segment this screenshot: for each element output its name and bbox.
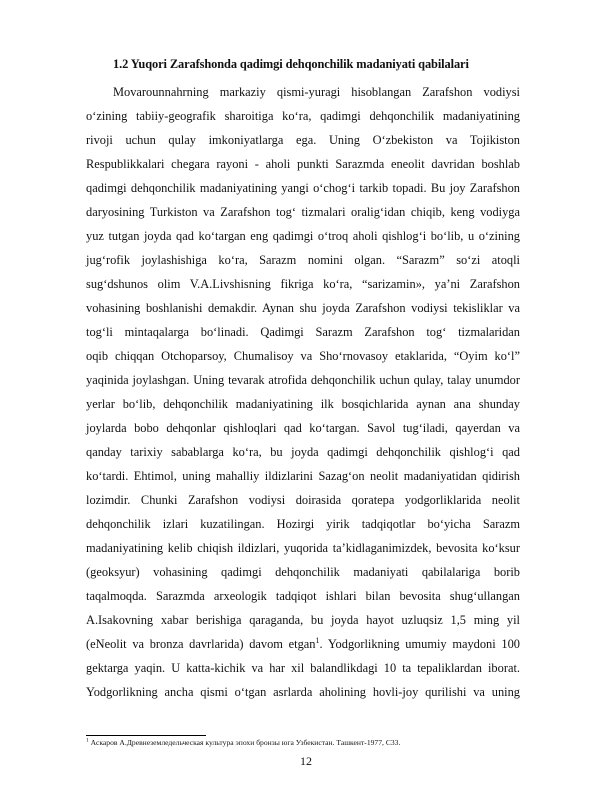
text-line: joylarda bobo dehqonlar qishloqlari qad ko‘targan. Savol tug‘iladi, qayerdan va <box>86 421 520 435</box>
text-line: oqib chiqqan Otchoparsoy, Chumalisoy va Sho‘rnovasoy etaklarida, “Oyim ko‘l” <box>86 349 520 363</box>
text-line: qadimgi dehqonchilik madaniyatining yangi o‘chog‘i tarkib topadi. Bu joy Zarafshon <box>86 181 520 195</box>
footnote-text: Аскаров А.Древнеземледельческая культура эпохи бронзы юга Узбекистан. Ташкент-1977, С33. <box>90 738 401 747</box>
text-line: ko‘tardi. Ehtimol, uning mahalliy ildizlarini Sazag‘on neolit madaniyatidan qidirish <box>86 469 520 483</box>
text-line: madaniyatining kelib chiqish ildizlari, yuqorida ta’kidlaganimizdek, bevosita ko‘ksur <box>86 541 520 555</box>
text-line: Respublikkalari chegara rayoni - aholi punkti Sarazmda eneolit davridan boshlab <box>86 157 520 171</box>
text-line: dehqonchilik izlari kuzatilingan. Hozirgi yirik tadqiqotlar bo‘yicha Sarazm <box>86 517 520 531</box>
text-line: taqalmoqda. Sarazmda arxeologik tadqiqot ishlari bilan bevosita shug‘ullangan <box>86 589 520 603</box>
text-line: rivoji uchun qulay imkoniyatlarga ega. Uning O‘zbekiston va Tojikiston <box>86 133 520 147</box>
text-line: (geoksyur) vohasining qadimgi dehqonchilik madaniyati qabilalariga borib <box>86 565 520 579</box>
footnote-marker: 1 <box>86 737 89 744</box>
text-line: yuz tutgan joyda qad ko‘targan eng qadimgi o‘troq aholi qishlog‘i bo‘lib, u o‘zining <box>86 229 520 243</box>
text-line: gektarga yaqin. U katta-kichik va har xil balandlikdagi 10 ta tepaliklardan iborat. <box>86 661 520 675</box>
section-heading: 1.2 Yuqori Zarafshonda qadimgi dehqonchilik madaniyati qabilalari <box>113 57 469 71</box>
text-line: vohasining boshlanishi demakdir. Aynan shu joyda Zarafshon vodiysi tekisliklar va <box>86 301 520 315</box>
text-segment: . Yodgorlikning umumiy maydoni 100 <box>319 637 520 651</box>
text-line: Yodgorlikning ancha qismi o‘tgan asrlarda aholining hovli-joy qurilishi va uning <box>86 685 520 699</box>
text-line: lozimdir. Chunki Zarafshon vodiysi doirasida qoratepa yodgorliklarida neolit <box>86 493 520 507</box>
text-line: Movarounnahrning markaziy qismi-yuragi hisoblangan Zarafshon vodiysi <box>113 85 520 99</box>
text-line: o‘zining tabiiy-geografik sharoitiga ko‘ra, qadimgi dehqonchilik madaniyatining <box>86 109 520 123</box>
text-line-with-footnote <box>86 634 520 654</box>
text-line: jug‘rofik joylashishiga ko‘ra, Sarazm nomini olgan. “Sarazm” so‘zi atoqli <box>86 253 520 267</box>
footnote-separator <box>86 735 206 736</box>
text-line: sug‘dshunos olim V.A.Livshisning fikriga ko‘ra, “sarizamin», ya’ni Zarafshon <box>86 277 520 291</box>
text-line: yerlar bo‘lib, dehqonchilik madaniyatining ilk bosqichlarida aynan ana shunday <box>86 397 520 411</box>
page-number: 12 <box>300 754 312 768</box>
text-line: qanday tarixiy sabablarga ko‘ra, bu joyda qadimgi dehqonchilik qishlog‘i qad <box>86 445 520 459</box>
text-segment: (eNeolit va bronza davrlarida) davom etgan <box>86 637 316 651</box>
footnote <box>86 738 400 748</box>
text-line: tog‘li mintaqalarga bo‘linadi. Qadimgi Sarazm Zarafshon tog‘ tizmalaridan <box>86 325 520 339</box>
text-line: daryosining Turkiston va Zarafshon tog‘ tizmalari oralig‘idan chiqib, keng vodiyga <box>86 205 520 219</box>
text-line: yaqinida joylashgan. Uning tevarak atrofida dehqonchilik uchun qulay, talay unumdor <box>86 373 520 387</box>
footnote-reference[interactable]: 1 <box>315 635 320 645</box>
text-line: A.Isakovning xabar berishiga qaraganda, bu joyda hayot uzluqsiz 1,5 ming yil <box>86 613 520 627</box>
